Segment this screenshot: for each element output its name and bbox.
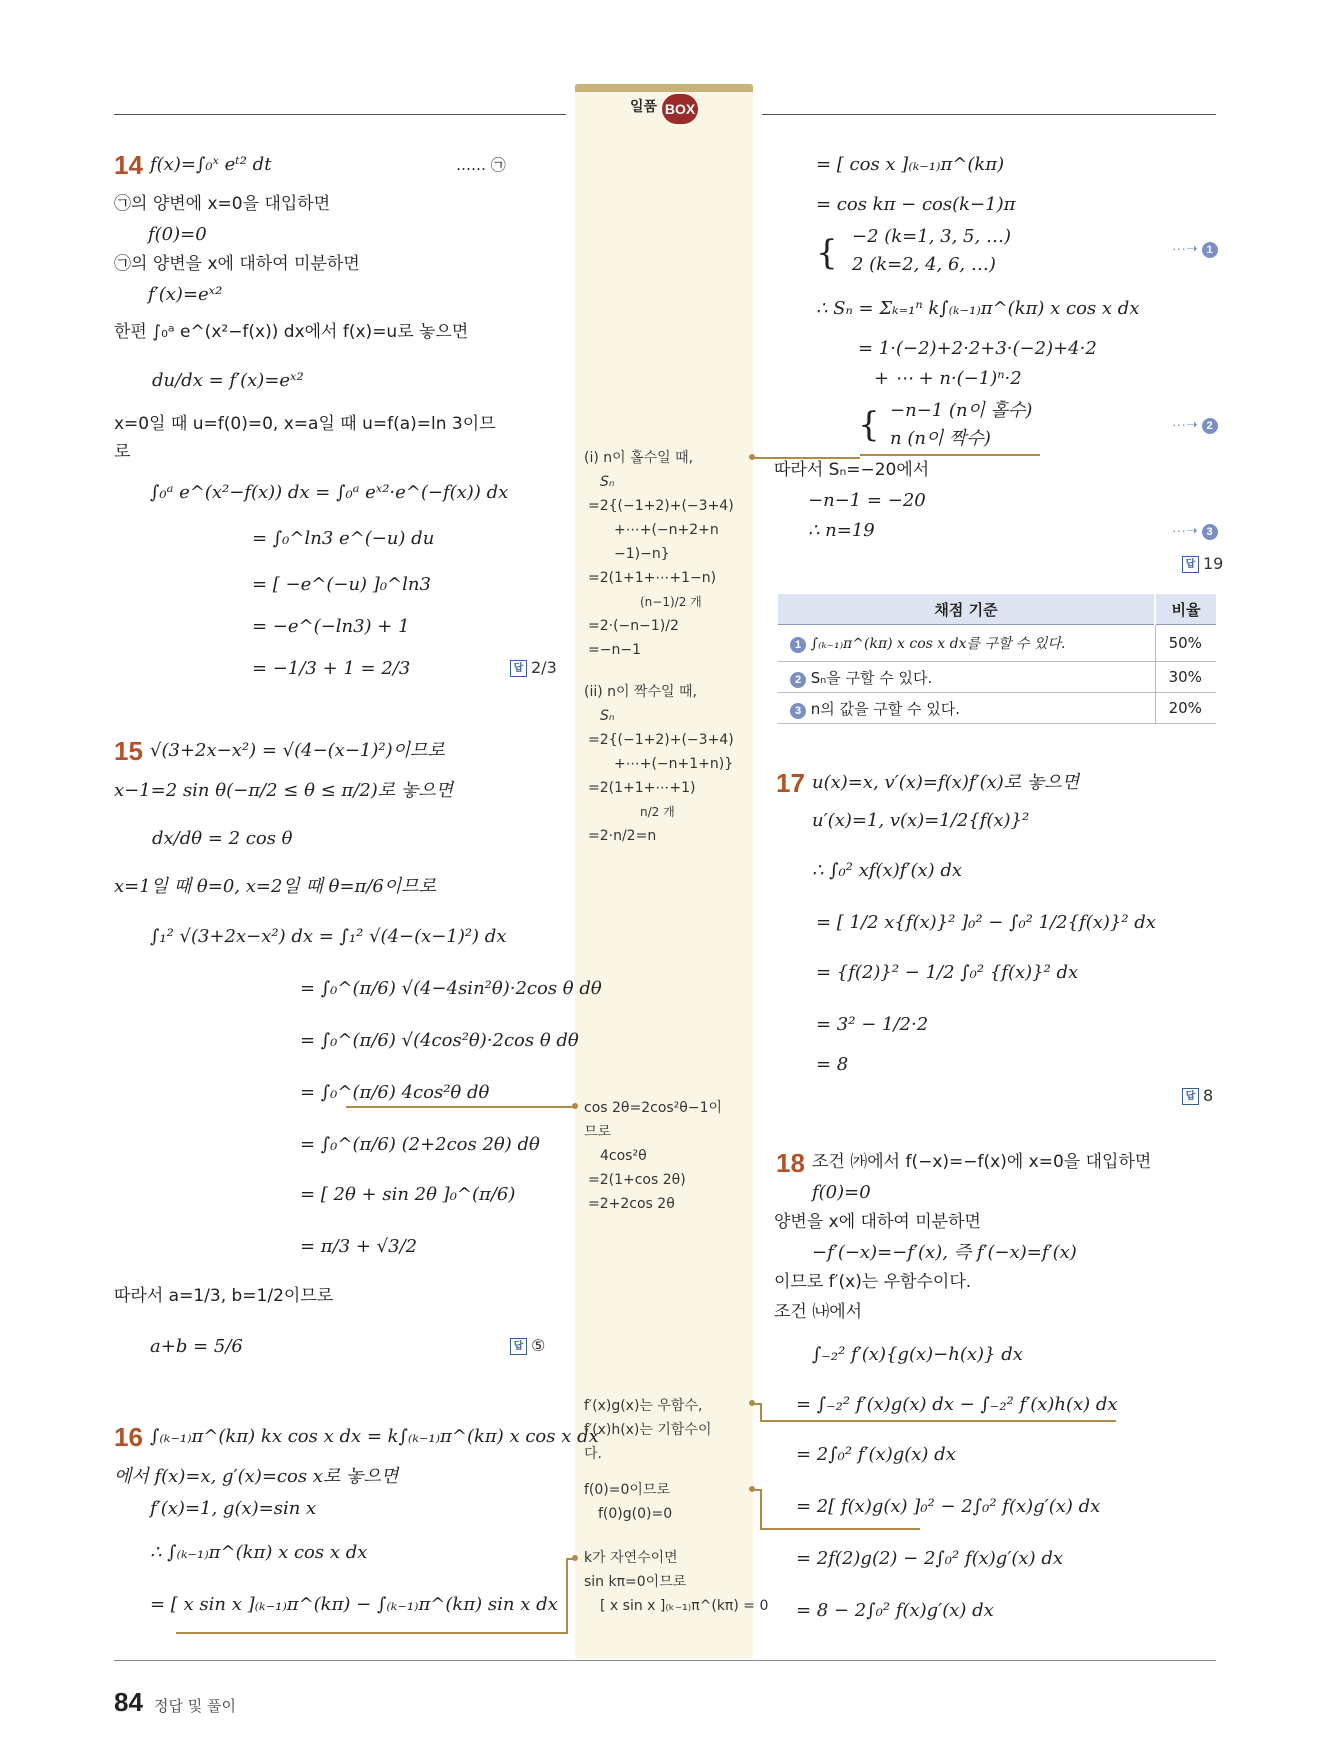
step-2-icon: 2 (790, 672, 806, 688)
note-line: 4cos²θ (600, 1148, 647, 1164)
p16-r8: 따라서 Sₙ=−20에서 (774, 460, 930, 480)
p14-line12: = [ −e^(−u) ]₀^ln3 (252, 574, 431, 595)
p15-underline (346, 1106, 436, 1108)
note-line: =2(1+cos 2θ) (588, 1172, 686, 1188)
connector-line (760, 1420, 812, 1422)
p14-line8: x=0일 때 u=f(0)=0, x=a일 때 u=f(a)=ln 3이므 (114, 414, 496, 434)
note-line: k가 자연수이면 (584, 1550, 678, 1566)
problem-18-number: 18 (776, 1148, 805, 1178)
p14-tag: …… ㉠ (456, 156, 506, 174)
p16-line2: 에서 f(x)=x, g′(x)=cos x로 놓으면 (114, 1466, 399, 1487)
connector-line (752, 1489, 762, 1491)
p16-mark1: ···➝ 1 (1172, 240, 1218, 258)
p17-line7: = 8 (816, 1054, 849, 1075)
note-line: n/2 개 (640, 805, 675, 819)
p14-line11: = ∫₀^ln3 e^(−u) du (252, 528, 435, 549)
p18-line7: ∫₋₂² f′(x){g(x)−h(x)} dx (812, 1344, 1023, 1365)
p15-line11: = π/3 + √3/2 (300, 1236, 418, 1257)
note-line: 다. (584, 1446, 602, 1462)
note-line: 므로 (584, 1124, 612, 1140)
p15-line13: a+b = 5/6 (150, 1336, 243, 1357)
p17-line4: = [ 1/2 x{f(x)}² ]₀² − ∫₀² 1/2{f(x)}² dx (816, 912, 1156, 933)
p16-r5: = 1·(−2)+2·2+3·(−2)+4·2 (858, 338, 1097, 359)
p15-answer: 답 ⑤ (510, 1336, 545, 1355)
grading-criterion (778, 693, 1155, 724)
p18-underline1 (810, 1420, 1116, 1422)
grading-ratio: 30% (1155, 662, 1216, 693)
note-line: f(0)=0이므로 (584, 1482, 670, 1498)
p18-line12: = 8 − 2∫₀² f(x)g′(x) dx (796, 1600, 994, 1621)
note-line: =2{(−1+2)+(−3+4) (588, 498, 734, 514)
problem-14-number: 14 (114, 150, 143, 180)
problem-15-number: 15 (114, 736, 143, 766)
p14-line4: ㉠의 양변을 x에 대하여 미분하면 (114, 254, 360, 274)
p16-r7b: n (n이 짝수) (890, 428, 991, 449)
grading-col-ratio: 비율 (1155, 594, 1216, 625)
p16-r3b: 2 (k=2, 4, 6, …) (852, 254, 996, 275)
p16-mark2: ···➝ 2 (1172, 416, 1218, 434)
side-note-odd (584, 446, 734, 662)
p14-line14: = −1/3 + 1 = 2/3 (252, 658, 411, 679)
middle-box-bar (575, 84, 753, 92)
p15-line1: √(3+2x−x²) = √(4−(x−1)²)이므로 (150, 740, 445, 761)
p18-line4: −f′(−x)=−f′(x), 즉 f′(−x)=f′(x) (812, 1242, 1077, 1263)
p15-line9: = ∫₀^(π/6) (2+2cos 2θ) dθ (300, 1134, 540, 1155)
side-note-parity (584, 1394, 711, 1466)
answer-icon: 답 (1182, 556, 1199, 573)
p18-line10: = 2[ f(x)g(x) ]₀² − 2∫₀² f(x)g′(x) dx (796, 1496, 1101, 1517)
header-rule-left (114, 114, 566, 115)
p17-answer: 답 8 (1182, 1086, 1213, 1105)
answer-icon: 답 (510, 1338, 527, 1355)
p18-line5: 이므로 f′(x)는 우함수이다. (774, 1272, 972, 1292)
page-number: 84 (114, 1687, 143, 1717)
connector-line (566, 1558, 576, 1560)
connector-line (752, 457, 860, 459)
p18-line2: f(0)=0 (812, 1182, 871, 1203)
p14-answer: 답 2/3 (510, 658, 557, 677)
p16-r6: + ⋯ + n·(−1)ⁿ·2 (874, 368, 1022, 389)
note-line: Sₙ (600, 708, 615, 724)
note-line: f(0)g(0)=0 (598, 1506, 673, 1522)
note-line: =−n−1 (588, 642, 641, 658)
p17-line5: = {f(2)}² − 1/2 ∫₀² {f(x)}² dx (816, 962, 1079, 983)
note-line: =2(1+1+⋯+1) (588, 780, 696, 796)
p14-line7: du/dx = f′(x)=eˣ² (152, 370, 304, 391)
note-line: +⋯+(−n+1+n)} (614, 756, 734, 772)
box-title: 일품 (630, 99, 658, 115)
grading-row (778, 662, 1216, 693)
p15-line5: ∫₁² √(3+2x−x²) dx = ∫₁² √(4−(x−1)²) dx (150, 926, 507, 947)
p16-line4: ∴ ∫₍ₖ₋₁₎π^(kπ) x cos x dx (150, 1542, 368, 1563)
side-note-cos (584, 1096, 722, 1216)
p16-line1: ∫₍ₖ₋₁₎π^(kπ) kx cos x dx = k∫₍ₖ₋₁₎π^(kπ) x cos x dx (150, 1426, 599, 1447)
p15-line7: = ∫₀^(π/6) √(4cos²θ)·2cos θ dθ (300, 1030, 579, 1051)
p18-line11: = 2f(2)g(2) − 2∫₀² f(x)g′(x) dx (796, 1548, 1064, 1569)
note-line: f′(x)g(x)는 우함수, (584, 1398, 703, 1414)
p16-line3: f′(x)=1, g(x)=sin x (150, 1498, 317, 1519)
problem-17-number: 17 (776, 768, 805, 798)
p17-line2: u′(x)=1, v(x)=1/2{f(x)}² (812, 810, 1030, 831)
p14-line1: f(x)=∫₀ˣ eᵗ² dt (150, 154, 272, 175)
grading-text: Sₙ을 구할 수 있다. (810, 668, 933, 687)
p14-line13: = −e^(−ln3) + 1 (252, 616, 410, 637)
note-line: Sₙ (600, 474, 615, 490)
p18-line1: 조건 ㈎에서 f(−x)=−f(x)에 x=0을 대입하면 (812, 1152, 1152, 1172)
step-1-icon: 1 (1202, 242, 1218, 258)
p16-r4: ∴ Sₙ = Σₖ₌₁ⁿ k∫₍ₖ₋₁₎π^(kπ) x cos x dx (816, 298, 1140, 319)
p14-line6: 한편 ∫₀ᵃ e^(x²−f(x)) dx에서 f(x)=u로 놓으면 (114, 322, 469, 342)
p18-line8: = ∫₋₂² f′(x)g(x) dx − ∫₋₂² f′(x)h(x) dx (796, 1394, 1118, 1415)
p16-answer: 답 19 (1182, 554, 1223, 573)
p16-r1: = [ cos x ]₍ₖ₋₁₎π^(kπ) (816, 154, 1005, 175)
p16-r2: = cos kπ − cos(k−1)π (816, 194, 1016, 215)
problem-16-number: 16 (114, 1422, 143, 1452)
note-line: =2·(−n−1)/2 (588, 618, 679, 634)
note-line: −1)−n} (614, 546, 670, 562)
step-3-icon: 3 (790, 703, 806, 719)
p15-line10: = [ 2θ + sin 2θ ]₀^(π/6) (300, 1184, 516, 1205)
note-line: (ii) n이 짝수일 때, (584, 684, 697, 700)
connector-line (436, 1106, 574, 1108)
note-line: f′(x)h(x)는 기함수이 (584, 1422, 712, 1438)
p16-underline (176, 1632, 566, 1634)
note-line: sin kπ=0이므로 (584, 1574, 687, 1590)
footer-rule (114, 1660, 1216, 1661)
grading-text: ∫₍ₖ₋₁₎π^(kπ) x cos x dx를 구할 수 있다. (810, 636, 1066, 652)
connector-line (760, 1403, 762, 1421)
p16-line5: = [ x sin x ]₍ₖ₋₁₎π^(kπ) − ∫₍ₖ₋₁₎π^(kπ) sin x dx (150, 1594, 558, 1615)
p14-line9: 로 (114, 442, 131, 462)
note-line: [ x sin x ]₍ₖ₋₁₎π^(kπ) = 0 (600, 1598, 769, 1614)
p14-line2: ㉠의 양변에 x=0을 대입하면 (114, 194, 331, 214)
note-line: cos 2θ=2cos²θ−1이 (584, 1100, 723, 1116)
p16-r3-brace: { (816, 233, 838, 273)
footer (114, 1687, 236, 1718)
step-1-icon: 1 (790, 637, 806, 653)
box-badge: BOX (662, 94, 698, 124)
p15-line6: = ∫₀^(π/6) √(4−4sin²θ)·2cos θ dθ (300, 978, 602, 999)
grading-text: n의 값을 구할 수 있다. (810, 699, 961, 718)
grading-criterion (778, 662, 1155, 693)
note-line: +⋯+(−n+2+n (614, 522, 719, 538)
answer-icon: 답 (510, 660, 527, 677)
p15-line4: x=1일 때 θ=0, x=2일 때 θ=π/6이므로 (114, 876, 437, 897)
side-note-sin (584, 1546, 768, 1618)
p16-r7-underline (860, 454, 1040, 456)
connector-line (566, 1558, 568, 1634)
grading-criterion (778, 625, 1155, 662)
p16-r10: ∴ n=19 (808, 520, 875, 541)
grading-row (778, 693, 1216, 724)
grading-ratio: 50% (1155, 625, 1216, 662)
grading-col-criteria: 채점 기준 (778, 594, 1155, 625)
step-2-icon: 2 (1202, 418, 1218, 434)
p17-line6: = 3² − 1/2·2 (816, 1014, 929, 1035)
connector-line (760, 1528, 812, 1530)
answer-icon: 답 (1182, 1088, 1199, 1105)
p14-line5: f′(x)=eˣ² (148, 284, 223, 305)
p15-line2: x−1=2 sin θ(−π/2 ≤ θ ≤ π/2)로 놓으면 (114, 780, 454, 801)
p14-line3: f(0)=0 (148, 224, 207, 245)
side-note-f0 (584, 1478, 672, 1526)
connector-line (760, 1489, 762, 1529)
p18-line3: 양변을 x에 대하여 미분하면 (774, 1212, 981, 1232)
p15-line8: = ∫₀^(π/6) 4cos²θ dθ (300, 1082, 490, 1103)
connector-line (752, 1403, 762, 1405)
note-line: (i) n이 홀수일 때, (584, 450, 694, 466)
p18-underline2 (810, 1528, 920, 1530)
p18-line6: 조건 ㈏에서 (774, 1302, 863, 1322)
p17-line1: u(x)=x, v′(x)=f(x)f′(x)로 놓으면 (812, 772, 1080, 793)
p14-line10: ∫₀ᵃ e^(x²−f(x)) dx = ∫₀ᵃ eˣ²·e^(−f(x)) dx (150, 482, 509, 503)
p15-line3: dx/dθ = 2 cos θ (152, 828, 293, 849)
side-note-even (584, 680, 734, 848)
p18-line9: = 2∫₀² f′(x)g(x) dx (796, 1444, 956, 1465)
grading-row (778, 625, 1216, 662)
header-rule-right (762, 114, 1216, 115)
p16-r7-brace: { (858, 405, 880, 445)
step-3-icon: 3 (1202, 524, 1218, 540)
footer-label: 정답 및 풀이 (154, 1697, 237, 1715)
note-line: =2·n/2=n (588, 828, 657, 844)
p16-mark3: ···➝ 3 (1172, 522, 1218, 540)
note-line: =2+2cos 2θ (588, 1196, 675, 1212)
grading-table (778, 594, 1216, 724)
p16-r9: −n−1 = −20 (808, 490, 926, 511)
note-line: (n−1)/2 개 (640, 595, 702, 609)
p15-line12: 따라서 a=1/3, b=1/2이므로 (114, 1286, 334, 1306)
p17-line3: ∴ ∫₀² xf(x)f′(x) dx (812, 860, 963, 881)
p16-r3a: −2 (k=1, 3, 5, …) (852, 226, 1011, 247)
note-line: =2(1+1+⋯+1−n) (588, 570, 717, 586)
note-line: =2{(−1+2)+(−3+4) (588, 732, 734, 748)
grading-header (778, 594, 1216, 625)
p16-r7a: −n−1 (n이 홀수) (890, 400, 1033, 421)
grading-ratio: 20% (1155, 693, 1216, 724)
